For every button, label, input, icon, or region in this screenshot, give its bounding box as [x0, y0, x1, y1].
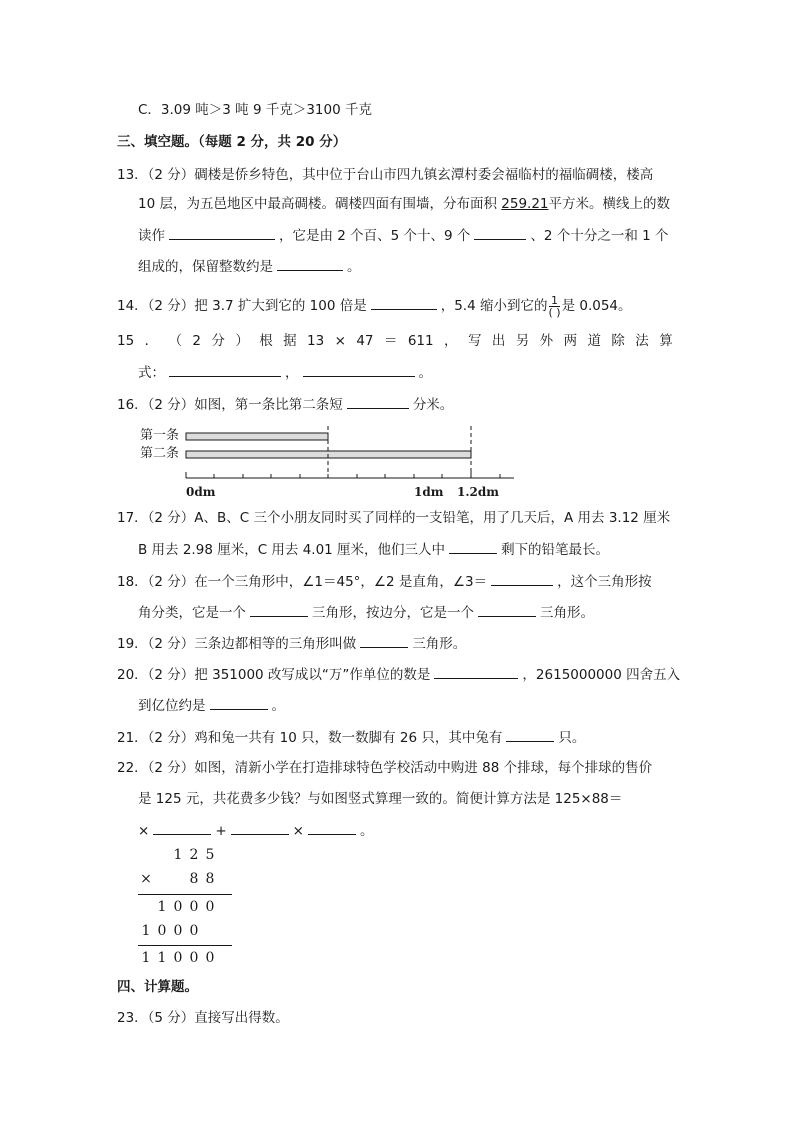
vm-multiplier: × 8 8 — [140, 871, 215, 887]
answer-blank[interactable] — [371, 295, 437, 310]
vm-rule — [138, 945, 232, 946]
answer-blank[interactable] — [478, 602, 536, 617]
answer-blank[interactable] — [250, 602, 308, 617]
answer-blank[interactable] — [449, 539, 497, 554]
q13-line1: 13．（2 分）碉楼是侨乡特色，其中位于台山市四九镇玄潭村委会福临村的福临碉楼，楼高 — [117, 167, 654, 183]
q13-line2: 10 层，为五邑地区中最高碉楼。碉楼四面有围墙，分布面积 259.21平方米。横线上的数 — [138, 196, 671, 212]
length-comparison-figure — [134, 422, 524, 502]
bar-first — [186, 433, 328, 440]
tick-label-1dm: 1dm — [414, 485, 444, 499]
q14: 14．（2 分）把 3.7 扩大到它的 100 倍是 ，5.4 缩小到它的 $\frac{1}{( )}$ 是 0.054。 — [117, 293, 632, 319]
q13-line3: 读作 ，它是由 2 个百、5 个十、9 个 、2 个十分之一和 1 个 — [138, 225, 669, 246]
vm-multiplicand: 1 2 5 — [173, 847, 215, 863]
answer-blank[interactable] — [277, 256, 343, 271]
q15-line2: 式： ， 。 — [138, 362, 432, 383]
answer-blank[interactable] — [308, 820, 356, 835]
area-value: 259.21 — [501, 196, 549, 212]
q21: 21．（2 分）鸡和兔一共有 10 只，数一数脚有 26 只，其中兔有 只。 — [117, 727, 585, 748]
q23: 23．（5 分）直接写出得数。 — [117, 1010, 289, 1026]
tick-label-0dm: 0dm — [186, 485, 216, 499]
answer-blank[interactable] — [506, 727, 554, 742]
q18-line2: 角分类，它是一个 三角形，按边分，它是一个 三角形。 — [138, 602, 594, 623]
answer-blank[interactable] — [474, 225, 526, 240]
vm-partial-2: 1 0 0 0 — [141, 923, 199, 939]
q20-line2: 到亿位约是 。 — [138, 695, 285, 716]
answer-blank[interactable] — [347, 394, 409, 409]
option-c: C．3.09 吨＞3 吨 9 千克＞3100 千克 — [138, 102, 372, 118]
bar-label-2: 第二条 — [140, 446, 180, 461]
answer-blank[interactable] — [210, 695, 268, 710]
q22-line3: × + × 。 — [138, 820, 373, 841]
answer-blank[interactable] — [153, 820, 211, 835]
fraction: $\frac{1}{( )}$ — [548, 293, 561, 319]
answer-blank[interactable] — [360, 633, 408, 648]
vertical-multiplication — [138, 845, 238, 973]
answer-blank[interactable] — [434, 664, 518, 679]
section-3-title: 三、填空题。（每题 2 分，共 20 分） — [117, 134, 347, 150]
vm-product: 1 1 0 0 0 — [141, 950, 215, 966]
tick-label-1-2dm: 1.2dm — [457, 485, 499, 499]
q18-line1: 18．（2 分）在一个三角形中，∠1＝45°，∠2 是直角，∠3＝ ，这个三角形按 — [117, 571, 652, 592]
q17-line1: 17．（2 分）A、B、C 三个小朋友同时买了同样的一支铅笔，用了几天后，A 用去 3.12 厘米 — [117, 510, 671, 526]
answer-blank[interactable] — [169, 362, 281, 377]
q16: 16．（2 分）如图，第一条比第二条短 分米。 — [117, 394, 453, 415]
q22-line2: 是 125 元，共花费多少钱？与如图竖式算理一致的。简便计算方法是 125×88＝ — [138, 791, 623, 807]
q20-line1: 20．（2 分）把 351000 改写成以“万”作单位的数是 ，2615000000 四舍五入 — [117, 664, 680, 685]
q19: 19．（2 分）三条边都相等的三角形叫做 三角形。 — [117, 633, 466, 654]
answer-blank[interactable] — [231, 820, 289, 835]
q22-line1: 22．（2 分）如图，清新小学在打造排球特色学校活动中购进 88 个排球，每个排球的售价 — [117, 760, 653, 776]
vm-partial-1: 1 0 0 0 — [157, 899, 215, 915]
q17-line2: B 用去 2.98 厘米，C 用去 4.01 厘米，他们三人中 剩下的铅笔最长。 — [138, 539, 609, 560]
vm-rule — [138, 894, 232, 895]
answer-blank[interactable] — [303, 362, 415, 377]
q13-line4: 组成的，保留整数约是 。 — [138, 256, 361, 277]
answer-blank[interactable] — [169, 225, 275, 240]
q15-line1: 15 ． （ 2 分 ） 根 据 13 × 47 ＝ 611 ， 写 出 另 外 两 道 除 法 算 — [117, 333, 673, 349]
section-4-title: 四、计算题。 — [117, 979, 198, 995]
answer-blank[interactable] — [491, 571, 553, 586]
bar-label-1: 第一条 — [140, 428, 180, 443]
